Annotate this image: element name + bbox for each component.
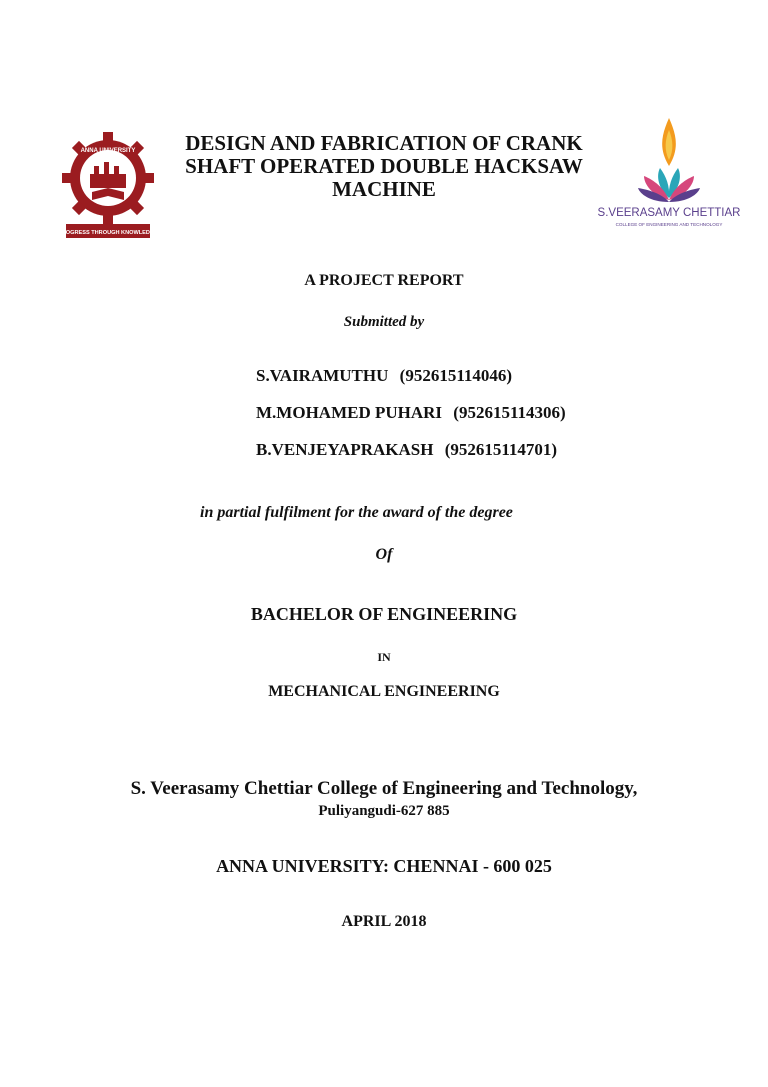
college-name: S. Veerasamy Chettiar College of Engineering and Technology, — [130, 778, 638, 799]
student-id: (952615114046) — [399, 366, 513, 385]
lamp-lotus-icon — [597, 116, 741, 236]
degree-name: BACHELOR OF ENGINEERING — [250, 604, 518, 624]
title-line-2: SHAFT OPERATED DOUBLE HACKSAW — [185, 154, 583, 178]
report-type: A PROJECT REPORT — [304, 272, 464, 289]
logo-right-name: S.VEERASAMY CHETTIAR — [597, 207, 741, 219]
title-line-1: DESIGN AND FABRICATION OF CRANK — [185, 131, 583, 155]
of-text: Of — [375, 546, 393, 563]
student-3 — [256, 440, 564, 460]
college-logo — [597, 116, 741, 236]
in-text: IN — [377, 650, 391, 664]
student-2 — [256, 403, 573, 423]
submitted-by: Submitted by — [343, 314, 425, 330]
fulfilment-text: in partial fulfilment for the award of the degree — [200, 504, 513, 521]
logo-right-tagline: COLLEGE OF ENGINEERING AND TECHNOLOGY — [615, 222, 723, 227]
logo-left-motto: PROGRESS THROUGH KNOWLEDGE — [57, 230, 159, 236]
student-id: (952615114701) — [444, 440, 558, 459]
anna-university-logo — [57, 126, 159, 246]
student-name: S.VAIRAMUTHU — [256, 366, 389, 385]
logo-left-ring-text: ANNA UNIVERSITY — [80, 148, 136, 154]
student-1 — [256, 366, 519, 386]
gear-icon — [57, 126, 159, 246]
report-title — [150, 132, 618, 201]
title-line-3: MACHINE — [332, 177, 436, 201]
student-name: M.MOHAMED PUHARI — [256, 403, 443, 422]
student-name: B.VENJEYAPRAKASH — [256, 440, 434, 459]
college-location: Puliyangudi-627 885 — [318, 803, 450, 819]
university-name: ANNA UNIVERSITY: CHENNAI - 600 025 — [216, 856, 552, 876]
report-date: APRIL 2018 — [341, 913, 427, 930]
student-id: (952615114306) — [453, 403, 566, 422]
branch-name: MECHANICAL ENGINEERING — [268, 683, 500, 700]
